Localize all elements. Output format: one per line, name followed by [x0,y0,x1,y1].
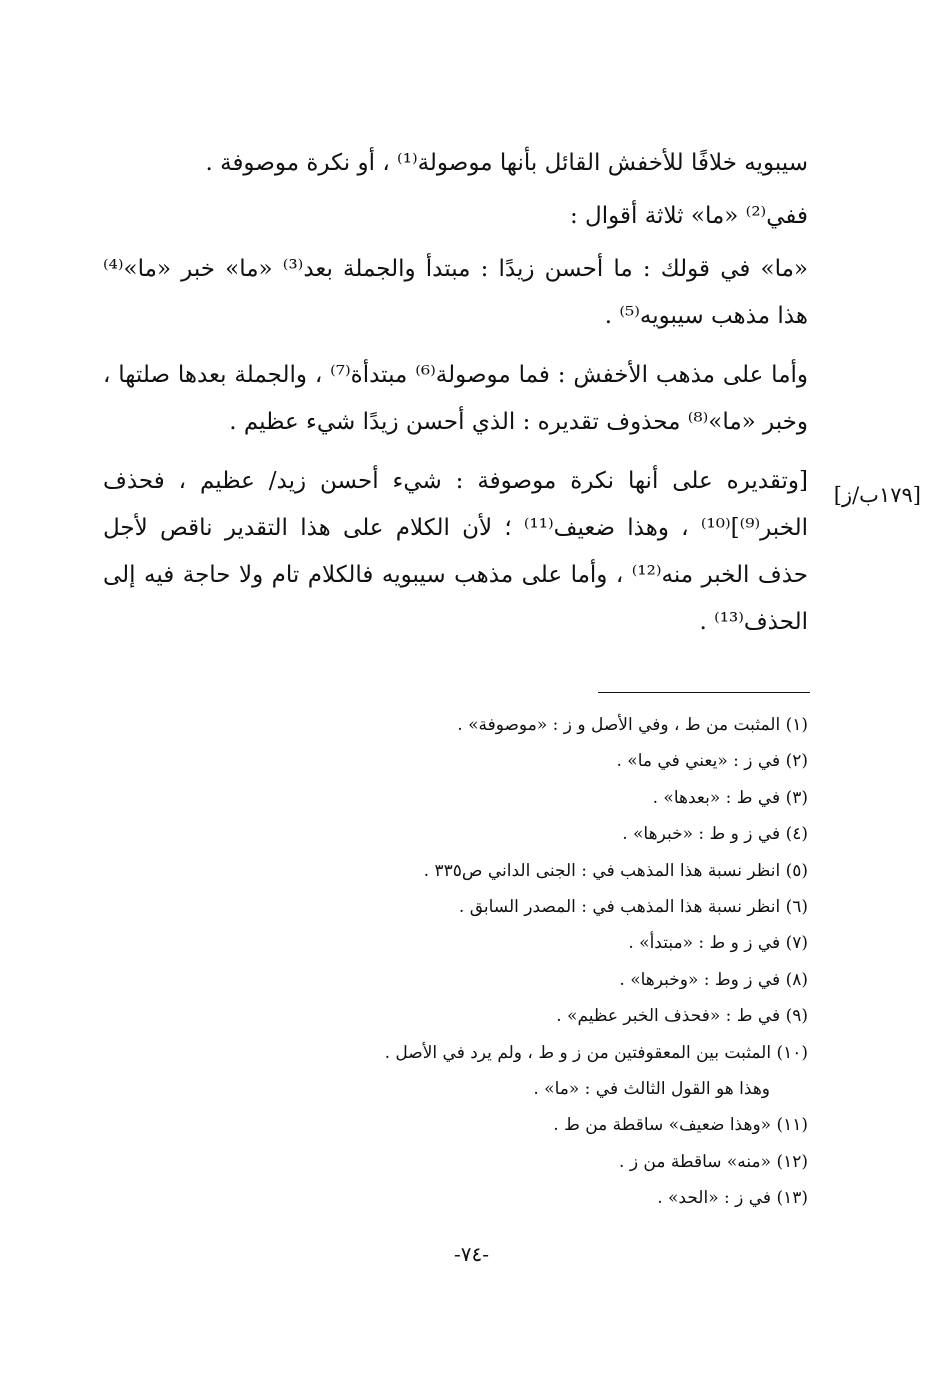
paragraph-1: سيبويه خلافًا للأخفش القائل بأنها موصولة⁽¹⁾ ، أو نكرة موصوفة . [205,150,808,176]
footnote-7: (٧) في ز و ط : «مبتدأ» . [628,933,808,954]
footnote-8: (٨) في ز وط : «وخبرها» . [619,969,808,990]
footnote-9: (٩) في ط : «فحذف الخبر عظيم» . [556,1006,808,1027]
footnote-3: (٣) في ط : «بعدها» . [652,787,808,808]
footnote-2: (٢) في ز : «يعني في ما» . [616,751,808,772]
footnotes-list [288,707,808,1217]
footnote-13: (١٣) في ز : «الحد» . [657,1188,808,1209]
footnote-separator [598,692,810,693]
paragraph-5: [وتقديره على أنها نكرة موصوفة : شيء أحسن زيد/ عظيم ، فحذف الخبر⁽⁹⁾]⁽¹⁰⁾ ، وهذا ضعيف⁽¹¹⁾ ؛ لأن الكلام على هذا التقدير ناقص لأجل حذف الخبر منه⁽¹²⁾ ، وأما على مذهب سيبويه فالكلام تام ولا حاجة فيه إلى الحذف⁽¹³⁾ . [103,468,809,635]
footnote-10-continuation: وهذا هو القول الثالث في : «ما» . [533,1079,770,1100]
footnote-10: (١٠) المثبت بين المعقوفتين من ز و ط ، ولم يرد في الأصل . [384,1042,808,1063]
footnote-4: (٤) في ز و ط : «خبرها» . [622,824,808,845]
footnote-12: (١٢) «منه» ساقطة من ز . [619,1151,808,1172]
footnote-6: (٦) انظر نسبة هذا المذهب في : المصدر السابق . [458,897,808,918]
manuscript-folio-reference: [١٧٩ب/ز] [833,483,921,507]
footnote-11: (١١) «وهذا ضعيف» ساقطة من ط . [553,1115,808,1136]
page-number: -٧٤- [453,1242,489,1266]
paragraph-4: وأما على مذهب الأخفش : فما موصولة⁽⁶⁾ مبتدأة⁽⁷⁾ ، والجملة بعدها صلتها ، وخبر «ما»⁽⁸⁾ محذوف تقديره : الذي أحسن زيدًا شيء عظيم . [103,362,809,435]
footnote-5: (٥) انظر نسبة هذا المذهب في : الجنى الداني ص٣٣٥ . [423,860,808,881]
main-text-body [103,140,808,658]
paragraph-3: «ما» في قولك : ما أحسن زيدًا : مبتدأ والجملة بعد⁽³⁾ «ما» خبر «ما»⁽⁴⁾ هذا مذهب سيبويه⁽⁵⁾ . [103,256,808,329]
paragraph-2: ففي⁽²⁾ «ما» ثلاثة أقوال : [569,203,808,229]
footnote-1: (١) المثبت من ط ، وفي الأصل و ز : «موصوفة» . [457,715,808,735]
